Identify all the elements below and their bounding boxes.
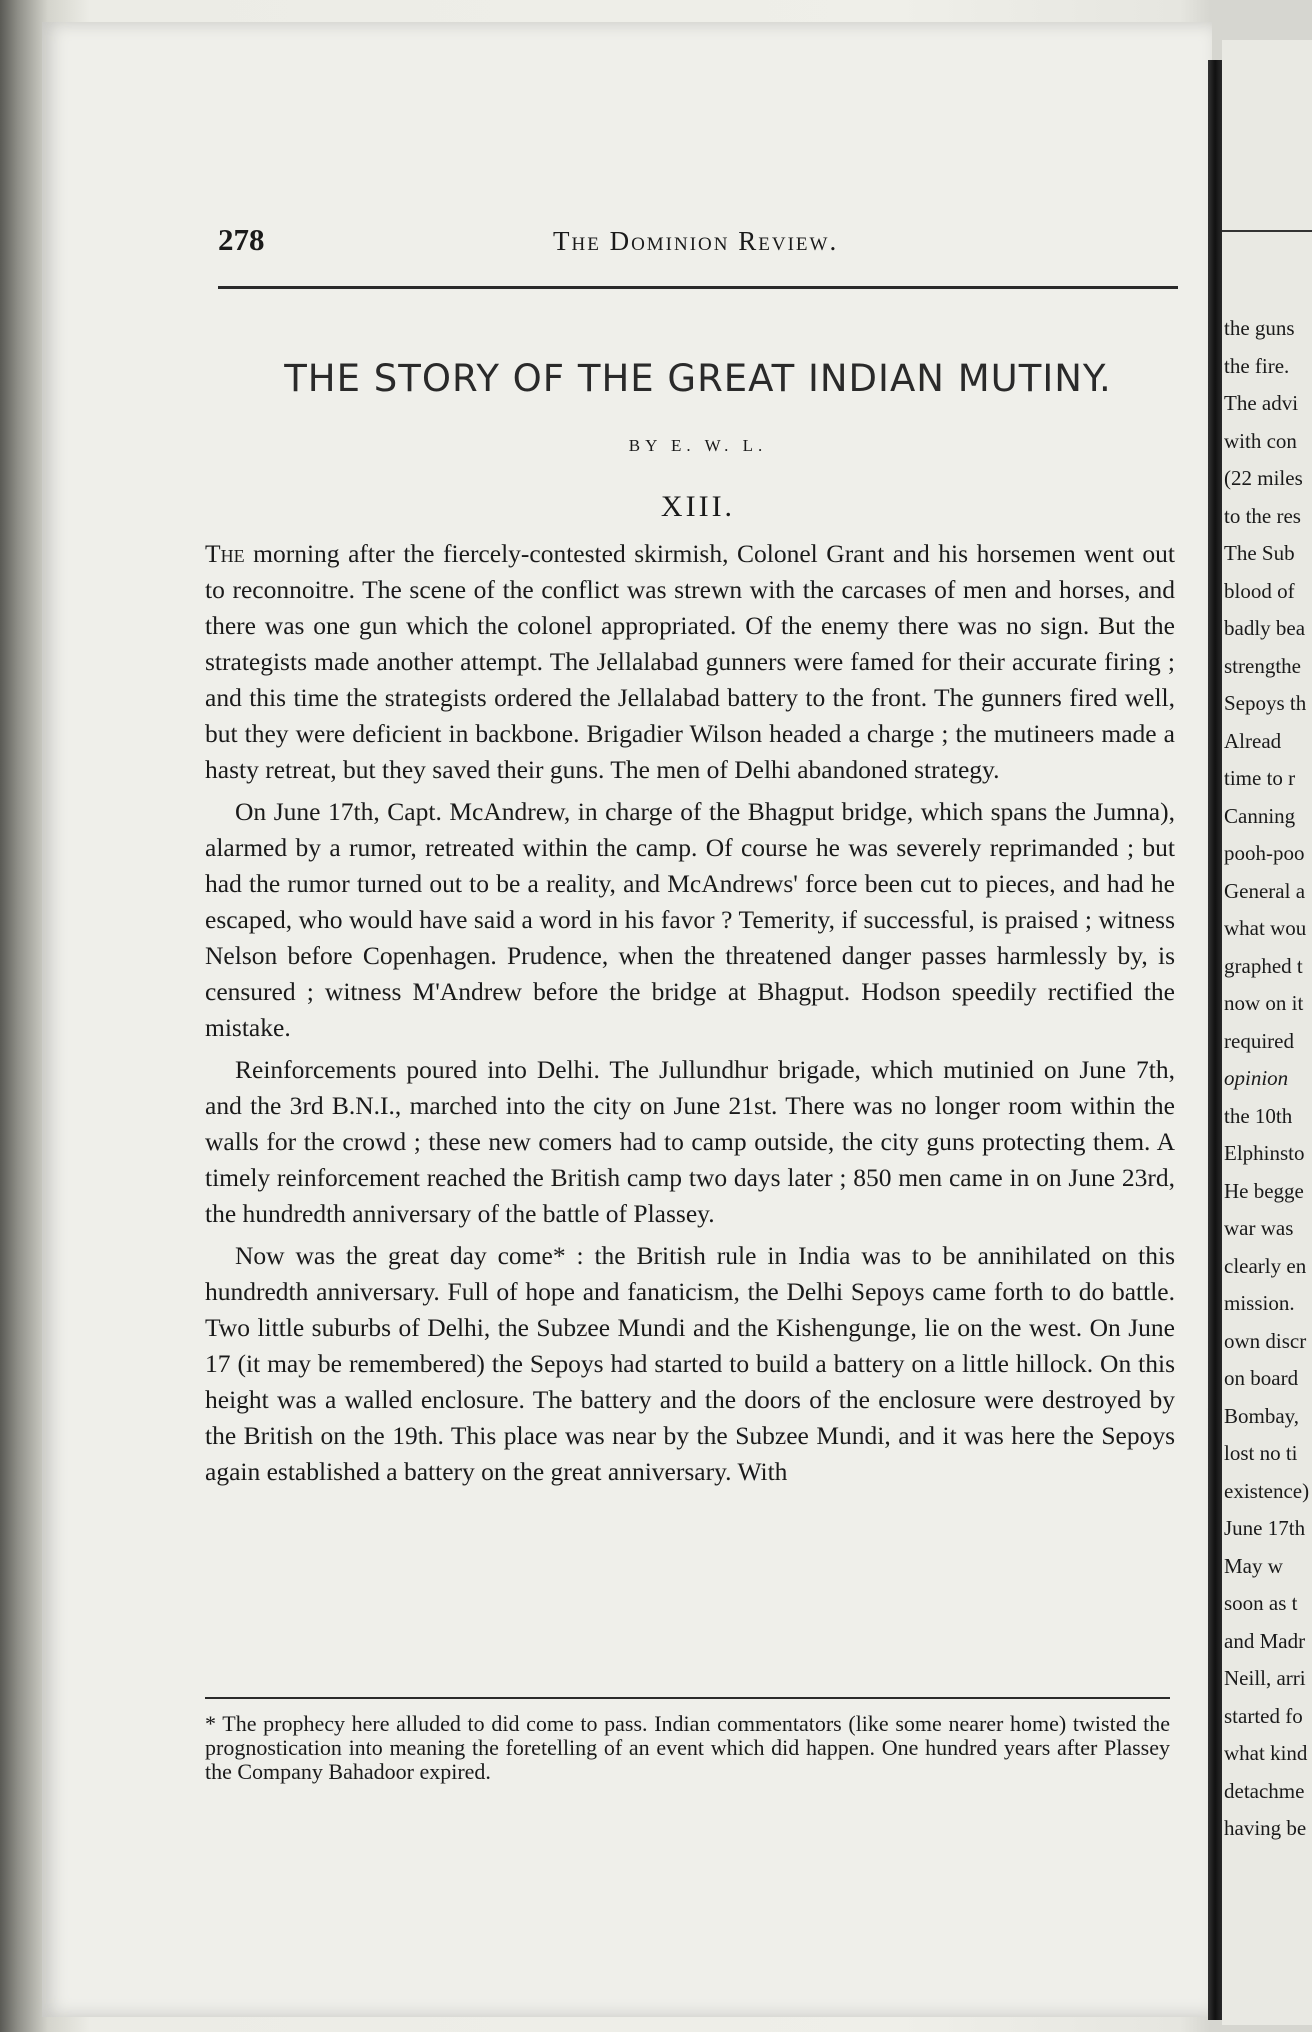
adjacent-page-line: He begge	[1224, 1178, 1304, 1203]
adjacent-page-line: time to r	[1224, 766, 1296, 790]
byline: BY E. W. L.	[628, 436, 768, 455]
paragraph: Reinforcements poured into Delhi. The Jullundhur brigade, which mutinied on June 7th, and the 3rd B.N.I., marched into the city on June 21st. There was no longer room within the walls for the crowd ; these new comers had to camp outside, the city guns protecting them. A timely reinforcement reached the British camp two days later ; 850 men came in on June 23rd, the hundredth anniversary of the battle of Plassey.	[205, 1055, 1175, 1228]
footnote: * The prophecy here alluded to did come to pass. Indian commentators (like some nearer home) twisted the prognostication into meaning the foretelling of an event which did happen. One hundred years after Plassey the Company Bahadoor expired.	[205, 1711, 1170, 1784]
header-rule	[218, 286, 1178, 289]
paragraph-text: morning after the fiercely-contested skirmish, Colonel Grant and his horsemen went out to reconnoitre. The scene of the conflict was strewn with the carcases of men and horses, and there was one gun which the colonel appropriated. Of the enemy there was no sign. But the strategists made another attempt. The Jellalabad gunners were famed for their accurate firing ; and this time the strategists ordered the Jellalabad battery to the front. The gunners fired well, but they were deficient in backbone. Brigadier Wilson headed a charge ; the mutineers made a hasty retreat, but they saved their guns. The men of Delhi abandoned strategy.	[205, 539, 1175, 784]
running-title: The Dominion Review.	[553, 226, 839, 256]
adjacent-page-line: own discr	[1224, 1328, 1307, 1353]
adjacent-page-line: lost no ti	[1224, 1441, 1298, 1465]
adjacent-page-line: June 17th	[1224, 1516, 1306, 1540]
adjacent-page-line: having be	[1224, 1816, 1307, 1840]
adjacent-page-line: on board	[1224, 1366, 1299, 1390]
adjacent-page-line: badly bea	[1224, 616, 1306, 640]
adjacent-page-line: with con	[1224, 428, 1297, 453]
adjacent-page	[1222, 40, 1312, 2025]
paragraph-lead: The	[205, 539, 245, 568]
adjacent-page-line: Alread	[1224, 728, 1282, 753]
book-binding	[1208, 60, 1222, 2020]
adjacent-page-line: existence)	[1224, 1478, 1310, 1503]
adjacent-page-line: now on it	[1224, 991, 1304, 1015]
adjacent-page-line: opinion	[1224, 1066, 1289, 1090]
adjacent-page-line: the fire.	[1224, 353, 1290, 378]
adjacent-page-line: required	[1224, 1028, 1294, 1053]
adjacent-page-line: graphed t	[1224, 953, 1303, 978]
adjacent-page-line: (22 miles	[1224, 466, 1303, 490]
adjacent-page-line: detachme	[1224, 1778, 1305, 1803]
adjacent-page-line: clearly en	[1224, 1253, 1307, 1278]
adjacent-page-line: Canning	[1224, 803, 1296, 828]
adjacent-page-line: the 10th	[1224, 1103, 1293, 1128]
adjacent-page-line: and Madr	[1224, 1628, 1306, 1653]
adjacent-page-line: to the res	[1224, 503, 1301, 528]
adjacent-page-line: started fo	[1224, 1703, 1303, 1728]
adjacent-page-text	[1224, 310, 1309, 1848]
adjacent-page-line: war was	[1224, 1216, 1294, 1240]
adjacent-page-rule	[1222, 230, 1312, 232]
adjacent-page-line: blood of	[1224, 578, 1295, 603]
adjacent-page-line: May w	[1224, 1553, 1283, 1578]
adjacent-page-line: General a	[1224, 878, 1306, 903]
adjacent-page-line: soon as t	[1224, 1591, 1298, 1615]
running-header	[218, 222, 1178, 262]
adjacent-page-line: The advi	[1224, 391, 1299, 415]
adjacent-page-line: Sepoys th	[1224, 691, 1307, 715]
adjacent-page-line: what kind	[1224, 1741, 1308, 1765]
page-number: 278	[218, 222, 265, 257]
paragraph: Now was the great day come* : the British rule in India was to be annihilated on this hundredth anniversary. Full of hope and fanaticism, the Delhi Sepoys came forth to do battle. Two little suburbs of Delhi, the Subzee Mundi and the Kishengunge, lie on the west. On June 17 (it may be remembered) the Sepoys had started to build a battery on a little hillock. On this height was a walled enclosure. The battery and the doors of the enclosure were destroyed by the British on the 19th. This place was near by the Subzee Mundi, and it was here the Sepoys again established a battery on the great anniversary. With	[205, 1241, 1175, 1486]
adjacent-page-line: the guns	[1224, 316, 1295, 340]
paragraph: On June 17th, Capt. McAndrew, in charge of the Bhagput bridge, which spans the Jumna), alarmed by a rumor, retreated within the camp. Of course he was severely reprimanded ; but had the rumor turned out to be a reality, and McAndrews' force been cut to pieces, and had he escaped, who would have said a word in his favor ? Temerity, if successful, is praised ; witness Nelson before Copenhagen. Prudence, when the threatened danger passes harmlessly by, is censured ; witness M'Andrew before the bridge at Bhagput. Hodson speedily rectified the mistake.	[205, 797, 1175, 1042]
paragraph	[205, 536, 1175, 788]
footnote-rule	[205, 1697, 1170, 1699]
adjacent-page-line: what wou	[1224, 916, 1307, 940]
adjacent-page-line: strengthe	[1224, 653, 1301, 678]
adjacent-page-line: Elphinsto	[1224, 1141, 1305, 1165]
adjacent-page-line: mission.	[1224, 1291, 1295, 1315]
article-body	[205, 536, 1175, 1490]
section-number: XIII.	[660, 490, 736, 523]
adjacent-page-line: pooh-poo	[1224, 841, 1305, 865]
adjacent-page-line: Neill, arri	[1224, 1666, 1306, 1690]
adjacent-page-line: The Sub	[1224, 541, 1295, 565]
article-title: THE STORY OF THE GREAT INDIAN MUTINY.	[284, 357, 1112, 400]
adjacent-page-line: Bombay,	[1224, 1403, 1300, 1428]
